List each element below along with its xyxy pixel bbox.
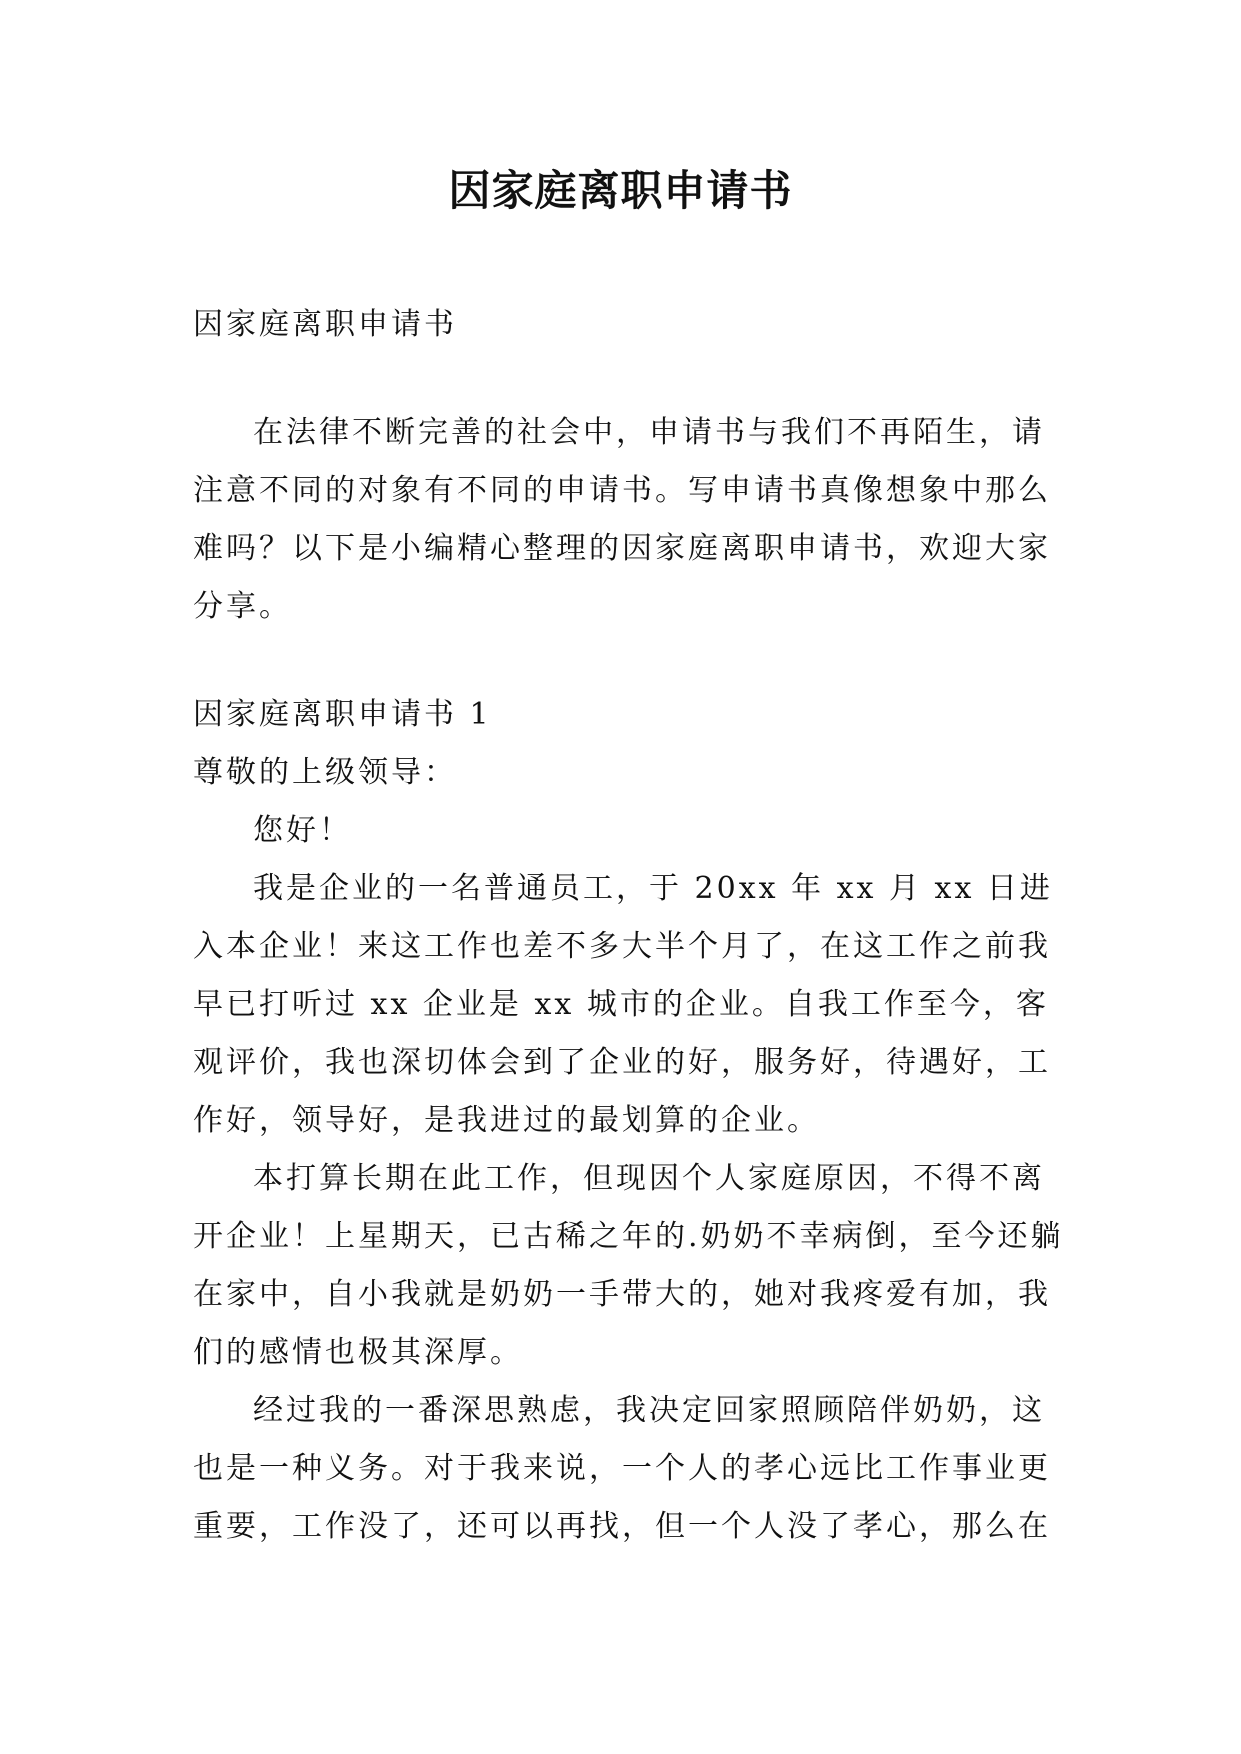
intro-paragraph: 在法律不断完善的社会中，申请书与我们不再陌生，请注意不同的对象有不同的申请书。写申请书真像想象中那么难吗？以下是小编精心整理的因家庭离职申请书，欢迎大家分享。 [193, 415, 1051, 624]
body-paragraph-1: 我是企业的一名普通员工，于 20xx 年 xx 月 xx 日进入本企业！来这工作也差不多大半个月了，在这工作之前我早已打听过 xx 企业是 xx 城市的企业。自我工作至今，客观评价，我也深切体会到了企业的好，服务好，待遇好，工作好，领导好，是我进过的最划算的企业。 [193, 871, 1053, 1138]
salutation: 尊敬的上级领导： [193, 755, 457, 790]
body-paragraph-3: 经过我的一番深思熟虑，我决定回家照顾陪伴奶奶，这也是一种义务。对于我来说，一个人的孝心远比工作事业更重要，工作没了，还可以再找，但一个人没了孝心，那么在 [193, 1393, 1051, 1544]
section-heading: 因家庭离职申请书 1 [193, 697, 492, 732]
document-subtitle: 因家庭离职申请书 [193, 307, 457, 342]
document-title: 因家庭离职申请书 [448, 166, 793, 215]
document-body [193, 296, 1073, 1556]
greeting: 您好！ [253, 813, 352, 848]
body-paragraph-2: 本打算长期在此工作，但现因个人家庭原因，不得不离开企业！上星期天，已古稀之年的.奶奶不幸病倒，至今还躺在家中，自小我就是奶奶一手带大的，她对我疼爱有加，我们的感情也极其深厚。 [193, 1161, 1064, 1370]
